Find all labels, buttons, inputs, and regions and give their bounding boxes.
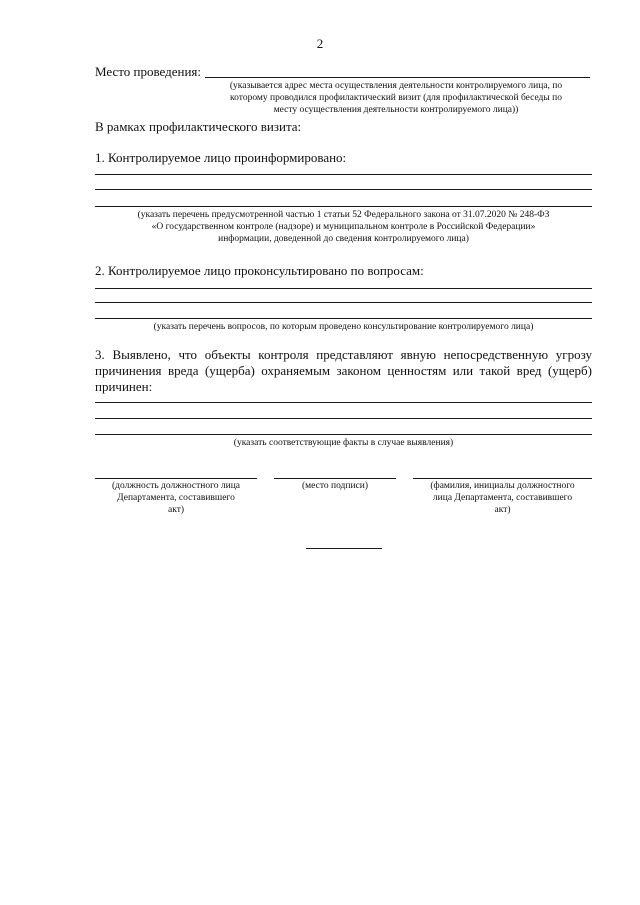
section3-input-line[interactable] xyxy=(95,418,592,419)
end-separator xyxy=(306,548,382,549)
venue-input-line[interactable] xyxy=(205,77,590,78)
section1-caption-line: (указать перечень предусмотренной частью 1 статьи 52 Федерального закона от 31.07.2020 № 248-ФЗ xyxy=(137,210,550,220)
section1-caption-line: «О государственном контроле (надзоре) и муниципальном контроле в Российской Федерации» xyxy=(151,222,536,232)
signature-line[interactable] xyxy=(274,478,396,479)
section3-caption: (указать соответствующие факты в случае выявления) xyxy=(233,438,454,448)
name-signature-line[interactable] xyxy=(413,478,592,479)
venue-caption-line: (указывается адрес места осуществления деятельности контролируемого лица, по xyxy=(229,81,563,91)
section1-caption xyxy=(95,209,592,245)
section2-input-line[interactable] xyxy=(95,318,592,319)
venue-caption-line: которому проводился профилактический визит (для профилактической беседы по xyxy=(230,93,562,103)
venue-caption xyxy=(200,80,592,116)
venue-label: Место проведения: xyxy=(95,64,202,79)
name-caption-line: (фамилия, инициалы должностного xyxy=(430,481,575,491)
section1-caption-line: информации, доведенной до сведения контролируемого лица) xyxy=(218,234,469,244)
signature-caption: (место подписи) xyxy=(301,481,369,491)
name-caption-line: акт) xyxy=(494,505,511,515)
section2-title: 2. Контролируемое лицо проконсультировано по вопросам: xyxy=(95,263,424,278)
section3-input-line[interactable] xyxy=(95,402,592,403)
section1-input-line[interactable] xyxy=(95,206,592,207)
position-caption-line: (должность должностного лица xyxy=(111,481,241,491)
page-number: 2 xyxy=(316,36,324,51)
venue-caption-line: месту осуществления деятельности контролируемого лица)) xyxy=(273,105,519,115)
section1-input-line[interactable] xyxy=(95,189,592,190)
section2-caption: (указать перечень вопросов, по которым проведено консультирование контролируемого лица) xyxy=(153,322,534,332)
name-caption-line: лица Департамента, составившего xyxy=(432,493,573,503)
section2-input-line[interactable] xyxy=(95,288,592,289)
position-caption-line: акт) xyxy=(167,505,185,515)
name-caption xyxy=(410,480,595,516)
section3-input-line[interactable] xyxy=(95,434,592,435)
section3-text: 3. Выявлено, что объекты контроля представляют явную непосредственную угрозу причинения вреда (ущерба) охраняемым законом ценностям или такой вред (ущерб) причинен: xyxy=(95,347,592,394)
section1-input-line[interactable] xyxy=(95,174,592,175)
position-signature-line[interactable] xyxy=(95,478,257,479)
position-caption-line: Департамента, составившего xyxy=(117,493,235,503)
section2-input-line[interactable] xyxy=(95,302,592,303)
section1-title: 1. Контролируемое лицо проинформировано: xyxy=(95,150,347,165)
position-caption xyxy=(90,480,262,516)
intro-text: В рамках профилактического визита: xyxy=(95,119,302,134)
